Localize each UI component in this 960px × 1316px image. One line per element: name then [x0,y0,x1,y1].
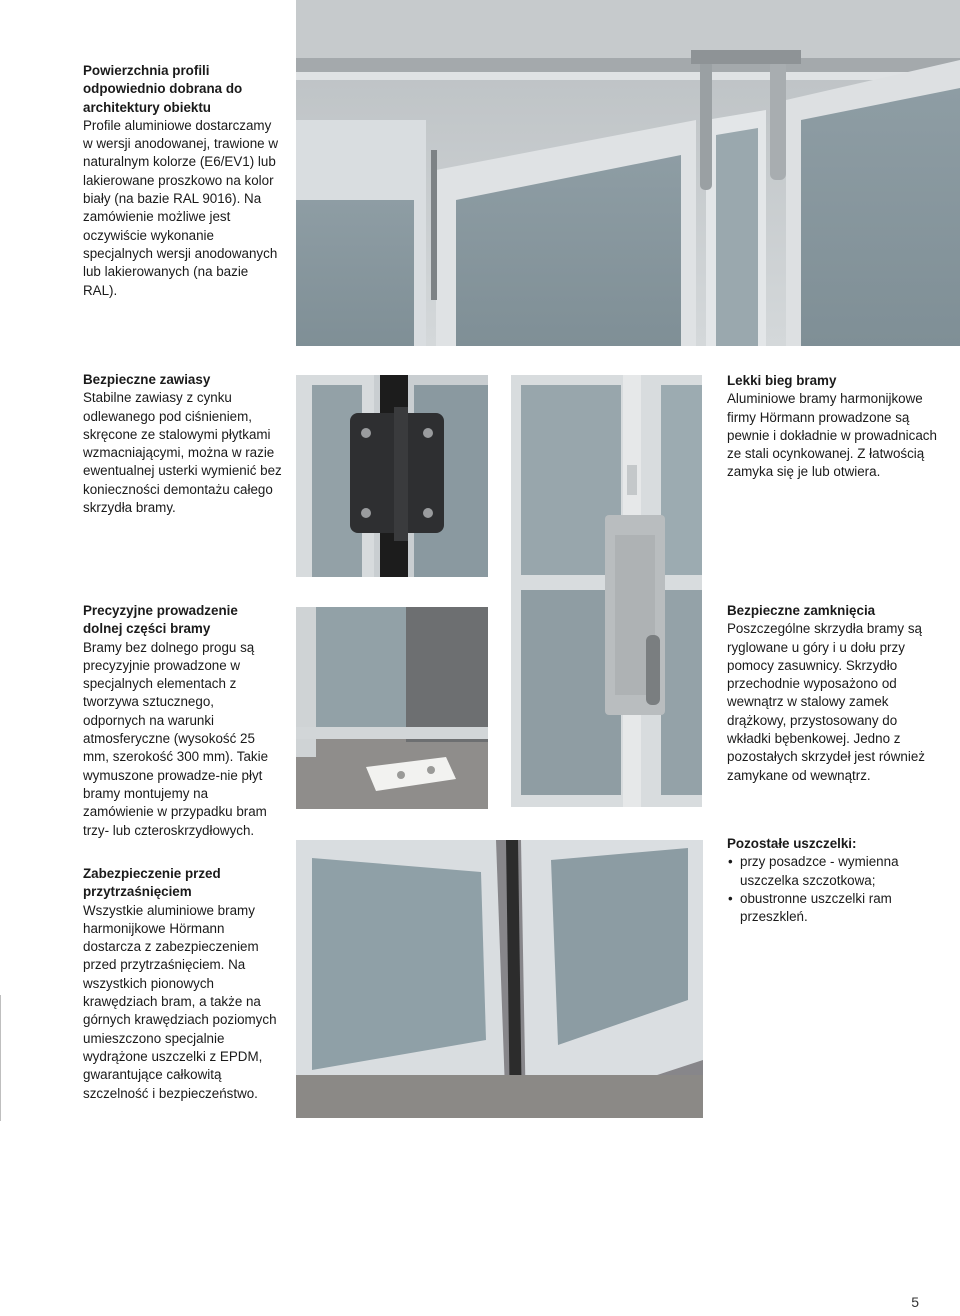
guiding-heading: Precyzyjne prowadzenie dolnej części bramy [83,603,238,637]
guiding-section [83,602,273,840]
photo-top-track [296,0,960,346]
photo-pinch-seals [296,840,703,1118]
pinch-heading: Zabezpieczenie przed przytrzaśnięciem [83,866,221,900]
seals-heading: Pozostałe uszczelki: [727,836,857,851]
hinges-body: Stabilne zawiasy z cynku odlewanego pod ciśnieniem, skręcone ze stalowymi płytkami wzmacniającymi, można w razie ewentualnej usterki wymienić bez konieczności demontażu całego skrzydła bramy. [83,390,282,516]
hinges-section [83,371,283,517]
running-heading: Lekki bieg bramy [727,373,837,388]
locking-body: Poszczególne skrzydła bramy są ryglowane u góry i u dołu przy pomocy zasuwnicy. Skrzydło przechodnie wyposażono od wewnątrz w stalowy zamek drążkowy, przystosowany do wkładki bębenkowej. Jedno z pozostałych skrzydeł jest również zamykane od wewnątrz. [727,621,925,783]
locking-section [727,602,937,785]
surface-section [83,62,283,300]
pinch-section [83,865,278,1103]
surface-body: Profile aluminiowe dostarczamy w wersji anodowanej, trawione w naturalnym kolorze (E6/EV1) lub lakierowane proszkowo na kolor biały (na bazie RAL 9016). Na zamówienie możliwe jest oczywiście wykonanie specjalnych wersji anodowanych lub lakierowanych (na bazie RAL). [83,117,279,298]
seals-list [727,853,937,926]
seals-section [727,835,937,926]
photo-lock-rod [511,375,702,807]
hinges-heading: Bezpieczne zawiasy [83,372,211,387]
locking-heading: Bezpieczne zamknięcia [727,603,876,618]
guiding-body: Bramy bez dolnego progu są precyzyjnie prowadzone w specjalnych elementach z tworzywa sztucznego, odpornych na warunki atmosferyczne (wysokość 25 mm, szerokość 300 mm). Takie wymuszone prowadze-nie płyt bramy montujemy na zamówienie w przypadku bram trzy- lub czteroskrzydłowych. [83,639,269,838]
photo-floor-guide [296,607,488,809]
list-item: • przy posadzce - wymienna uszczelka szczotkowa; [727,853,937,890]
pinch-body: Wszystkie aluminiowe bramy harmonijkowe Hörmann dostarcza z zabezpieczeniem przed przytrzaśnięciem. Na wszystkich pionowych krawędziach bram, a także na górnych krawędziach poziomych umieszczono specjalnie wydrążone uszczelki z EPDM, gwarantujące całkowitą szczelność i bezpieczeństwo. [83,902,277,1101]
photo-hinge [296,375,488,577]
running-section [727,372,937,482]
surface-heading: Powierzchnia profili odpowiednio dobrana do architektury obiektu [83,63,243,115]
page-number: 5 [911,1294,919,1310]
list-item: • obustronne uszczelki ram przeszkleń. [727,890,937,927]
page-edge-mark [0,995,1,1121]
running-body: Aluminiowe bramy harmonijkowe firmy Hörmann prowadzone są pewnie i dokładnie w prowadnicach ze stali ocynkowanej. Z łatwością zamyka się je lub otwiera. [727,391,937,480]
